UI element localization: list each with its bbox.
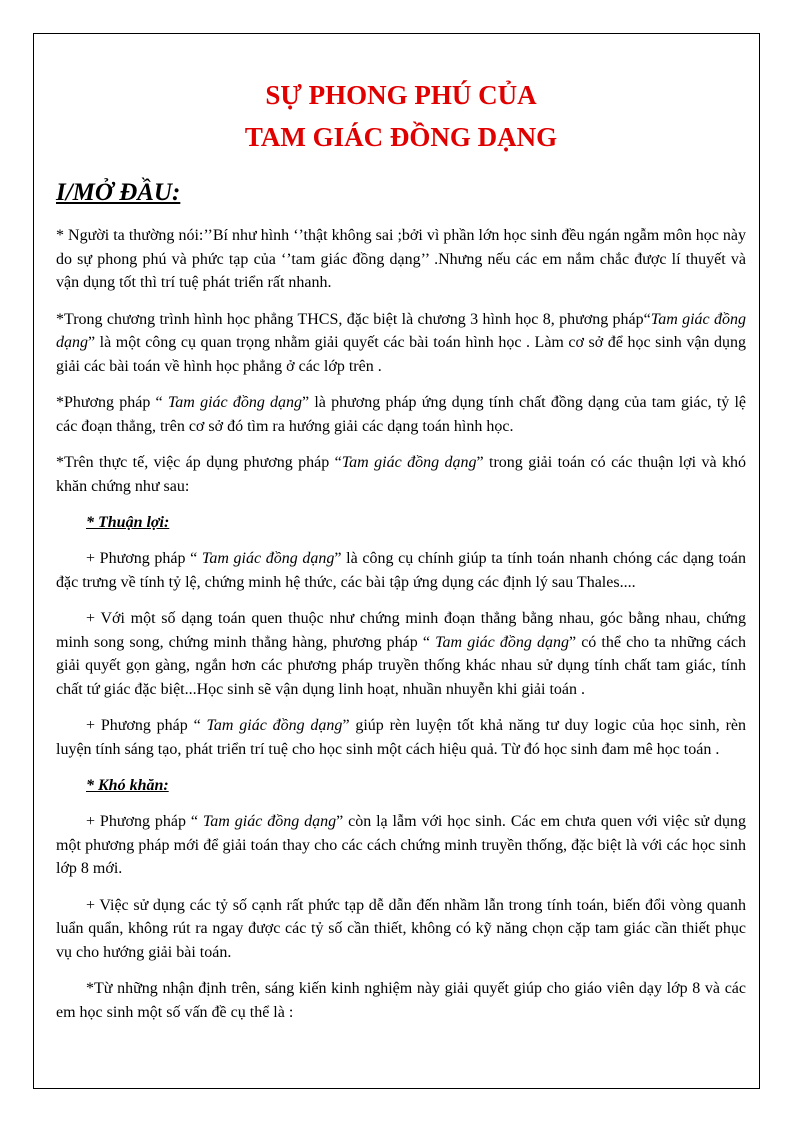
paragraph-4: *Trên thực tế, việc áp dụng phương pháp “Tam giác đồng dạng” trong giải toán có các thuận lợi và khó khăn chứng như sau:	[56, 454, 746, 495]
section-heading-intro: I/MỞ ĐẦU:	[56, 179, 181, 206]
advantage-item-1: + Phương pháp “ Tam giác đồng dạng” là công cụ chính giúp ta tính toán nhanh chóng các dạng toán đặc trưng về tính tỷ lệ, chứng minh hệ thức, các bài tập ứng dụng các định lý sau Thales....	[56, 550, 746, 591]
advantages-heading: * Thuận lợi:	[86, 514, 170, 531]
document-title-line-1: SỰ PHONG PHÚ CỦA	[265, 80, 537, 110]
paragraph-2: *Trong chương trình hình học phẳng THCS, đặc biệt là chương 3 hình học 8, phương pháp“Tam giác đồng dạng” là một công cụ quan trọng nhằm giải quyết các bài toán hình học . Làm cơ sở để học sinh vận dụng giải các bài toán về hình học phẳng ở các lớp trên .	[56, 310, 747, 375]
difficulties-heading: * Khó khăn:	[86, 777, 169, 794]
advantage-item-3: + Phương pháp “ Tam giác đồng dạng” giúp rèn luyện tốt khả năng tư duy logic của học sinh, rèn luyện tính sáng tạo, phát triển trí tuệ cho học sinh một cách hiệu quả. Từ đó học sinh đam mê học toán .	[56, 717, 747, 758]
document-body	[56, 74, 746, 1037]
advantage-item-2: + Với một số dạng toán quen thuộc như chứng minh đoạn thẳng bằng nhau, góc bằng nhau, chứng minh song song, chứng minh thẳng hàng, phương pháp “ Tam giác đồng dạng” có thể cho ta những cách giải quyết gọn gàng, ngắn hơn các phương pháp truyền thống khác nhau sử dụng tính chất tam giác, tính chất tứ giác đặc biệt...Học sinh sẽ vận dụng linh hoạt, nhuần nhuyễn khi giải toán .	[56, 610, 747, 698]
paragraph-1: * Người ta thường nói:’’Bí như hình ‘’thật không sai ;bởi vì phần lớn học sinh đều ngán ngẫm môn học này do sự phong phú và phức tạp của ‘’tam giác đồng dạng’’ .Nhưng nếu các em nắm chắc được lí thuyết và vận dụng tốt thì trí tuệ phát triển rất nhanh.	[56, 227, 746, 291]
paragraph-3: *Phương pháp “ Tam giác đồng dạng” là phương pháp ứng dụng tính chất đồng dạng của tam giác, tỷ lệ các đoạn thẳng, trên cơ sở đó tìm ra hướng giải các dạng toán hình học.	[56, 394, 747, 435]
difficulty-item-1: + Phương pháp “ Tam giác đồng dạng” còn lạ lẫm với học sinh. Các em chưa quen với việc sử dụng một phương pháp mới để giải toán thay cho các cách chứng minh truyền thống, đặc biệt là với các học sinh lớp 8 mới.	[56, 813, 746, 877]
closing-paragraph: *Từ những nhận định trên, sáng kiến kinh nghiệm này giải quyết giúp cho giáo viên dạy lớp 8 và các em học sinh một số vấn đề cụ thể là :	[56, 980, 746, 1021]
document-title-line-2: TAM GIÁC ĐỒNG DẠNG	[244, 122, 558, 152]
difficulty-item-2: + Việc sử dụng các tỷ số cạnh rất phức tạp dễ dẫn đến nhầm lẫn trong tính toán, biến đổi vòng quanh luẩn quẩn, không rút ra ngay được các tỷ số cần thiết, không có kỹ năng chọn cặp tam giác cần thiết phục vụ cho hướng giải bài toán.	[56, 896, 746, 961]
